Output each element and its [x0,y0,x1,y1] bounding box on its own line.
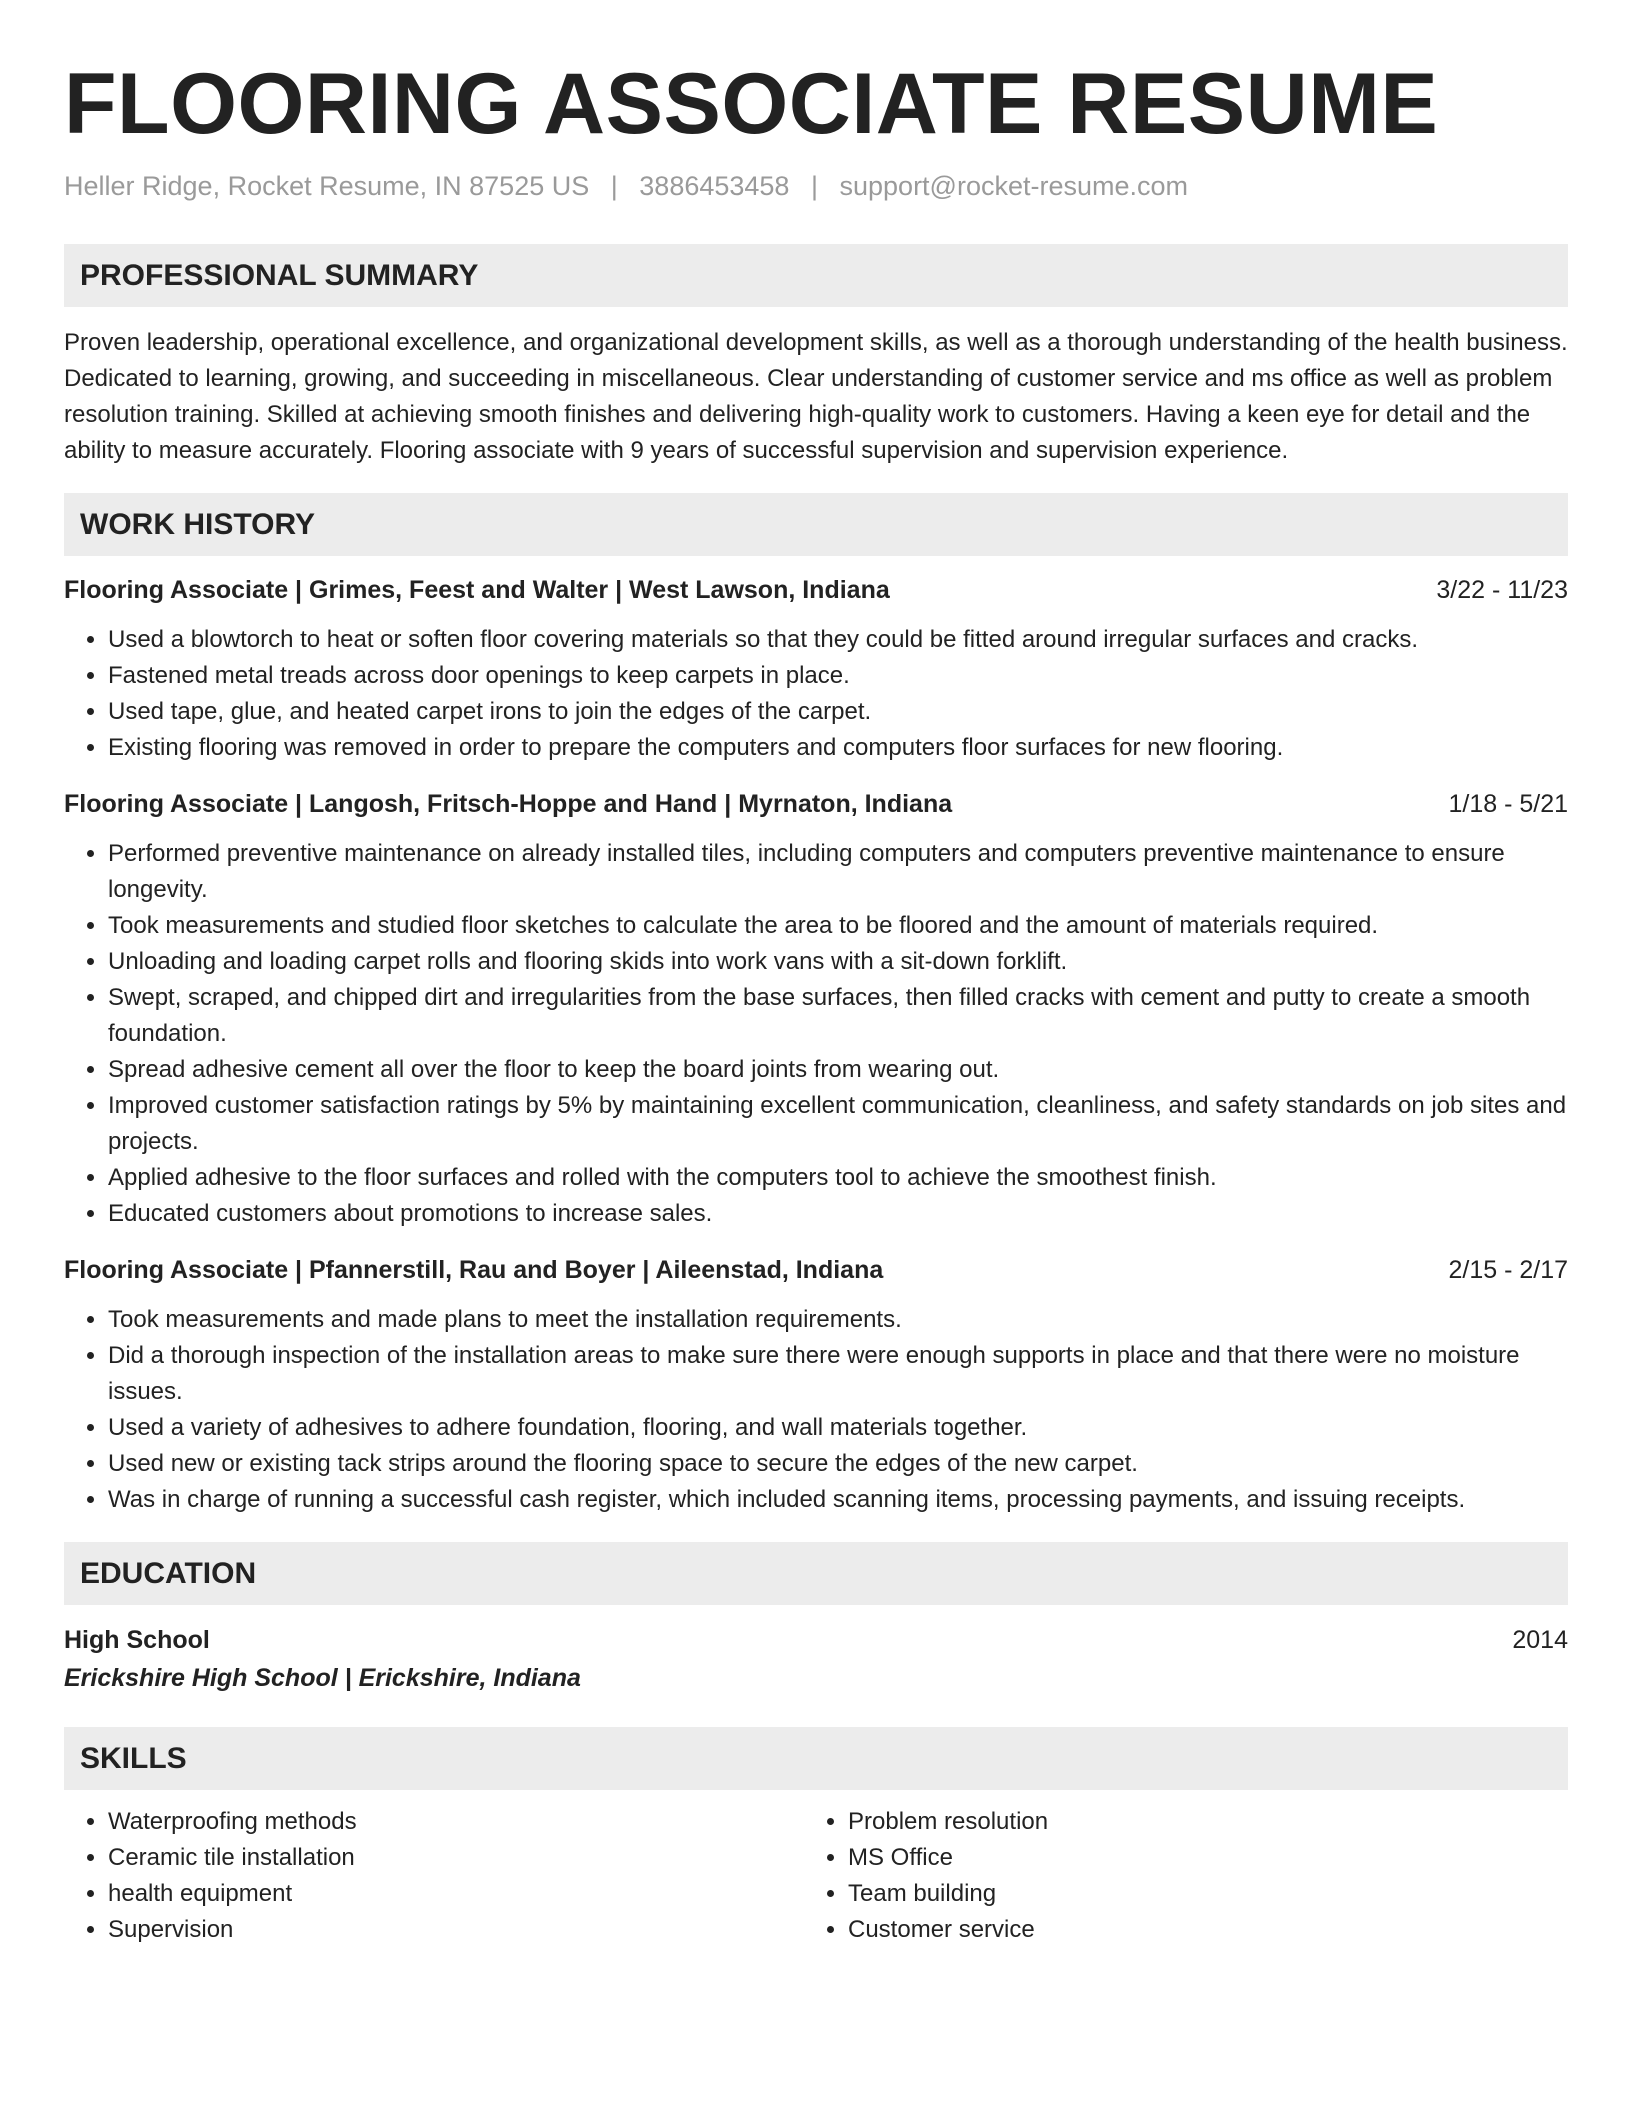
contact-address: Heller Ridge, Rocket Resume, IN 87525 US [64,171,590,201]
job-bullet: • Improved customer satisfaction ratings by 5% by maintaining excellent communication, cleanliness, and safety standards on job sites and projects. [108,1088,1568,1160]
job-entry [64,1252,1568,1518]
job-bullet: • Used new or existing tack strips around the flooring space to secure the edges of the new carpet. [108,1446,1568,1482]
job-entry [64,572,1568,766]
skills-list-left [64,1804,804,1948]
section-heading-education: EDUCATION [64,1542,1568,1605]
skill-item: • Waterproofing methods [108,1804,804,1840]
section-heading-summary: PROFESSIONAL SUMMARY [64,244,1568,307]
job-bullet: • Used a variety of adhesives to adhere foundation, flooring, and wall materials together. [108,1410,1568,1446]
education-section [64,1542,1568,1697]
section-heading-work-history: WORK HISTORY [64,493,1568,556]
skill-item: • Supervision [108,1912,804,1948]
job-heading: Flooring Associate | Langosh, Fritsch-Hoppe and Hand | Myrnaton, Indiana [64,790,953,818]
skill-item: • health equipment [108,1876,804,1912]
job-bullet: • Took measurements and made plans to meet the installation requirements. [108,1302,1568,1338]
contact-separator: | [610,171,618,201]
job-header [64,572,1568,608]
contact-separator: | [810,171,818,201]
education-year: 2014 [1512,1626,1568,1654]
skills-columns [64,1804,1568,1948]
job-heading: Flooring Associate | Pfannerstill, Rau and Boyer | Aileenstad, Indiana [64,1256,884,1284]
job-bullet: • Applied adhesive to the floor surfaces and rolled with the computers tool to achieve the smoothest finish. [108,1160,1568,1196]
skill-item: • Problem resolution [848,1804,1544,1840]
education-school: Erickshire High School | Erickshire, Indiana [64,1664,581,1692]
job-bullet: • Did a thorough inspection of the installation areas to make sure there were enough supports in place and that there were no moisture issues. [108,1338,1568,1410]
job-bullet: • Existing flooring was removed in order to prepare the computers and computers floor surfaces for new flooring. [108,730,1568,766]
job-dates: 3/22 - 11/23 [1436,576,1568,604]
job-bullets [64,622,1568,766]
job-header [64,786,1568,822]
resume-title: FLOORING ASSOCIATE RESUME [64,56,1439,152]
skill-item: • Customer service [848,1912,1544,1948]
education-entry [64,1621,1568,1697]
job-bullet: • Used tape, glue, and heated carpet irons to join the edges of the carpet. [108,694,1568,730]
work-history-section [64,493,1568,1518]
job-bullets [64,1302,1568,1518]
summary-text: Proven leadership, operational excellence, and organizational development skills, as well as a thorough understanding of the health business. Dedicated to learning, growing, and succeeding in miscellaneous. Clear understanding of customer service and ms office as well as problem resolution training. Skilled at achieving smooth finishes and delivering high-quality work to customers. Having a keen eye for detail and the ability to measure accurately. Flooring associate with 9 years of successful supervision and supervision experience. [64,329,1568,464]
skill-item: • Ceramic tile installation [108,1840,804,1876]
contact-email: support@rocket-resume.com [839,171,1189,201]
skills-list-right [804,1804,1544,1948]
job-bullet: • Was in charge of running a successful cash register, which included scanning items, processing payments, and issuing receipts. [108,1482,1568,1518]
job-bullet: • Used a blowtorch to heat or soften floor covering materials so that they could be fitted around irregular surfaces and cracks. [108,622,1568,658]
education-degree: High School [64,1626,210,1654]
job-bullet: • Swept, scraped, and chipped dirt and irregularities from the base surfaces, then filled cracks with cement and putty to create a smooth foundation. [108,980,1568,1052]
job-bullet: • Spread adhesive cement all over the floor to keep the board joints from wearing out. [108,1052,1568,1088]
job-heading: Flooring Associate | Grimes, Feest and Walter | West Lawson, Indiana [64,576,890,604]
skill-item: • MS Office [848,1840,1544,1876]
job-bullet: • Educated customers about promotions to increase sales. [108,1196,1568,1232]
contact-line [64,166,1568,206]
job-bullet: • Fastened metal treads across door openings to keep carpets in place. [108,658,1568,694]
contact-phone: 3886453458 [639,171,790,201]
job-dates: 2/15 - 2/17 [1448,1256,1568,1284]
skills-section [64,1727,1568,1948]
job-entry [64,786,1568,1232]
skill-item: • Team building [848,1876,1544,1912]
job-bullet: • Performed preventive maintenance on already installed tiles, including computers and computers preventive maintenance to ensure longevity. [108,836,1568,908]
job-bullet: • Unloading and loading carpet rolls and flooring skids into work vans with a sit-down forklift. [108,944,1568,980]
section-heading-skills: SKILLS [64,1727,1568,1790]
job-header [64,1252,1568,1288]
job-bullet: • Took measurements and studied floor sketches to calculate the area to be floored and the amount of materials required. [108,908,1568,944]
job-dates: 1/18 - 5/21 [1448,790,1568,818]
job-bullets [64,836,1568,1232]
summary-section [64,244,1568,469]
education-header [64,1621,1568,1659]
